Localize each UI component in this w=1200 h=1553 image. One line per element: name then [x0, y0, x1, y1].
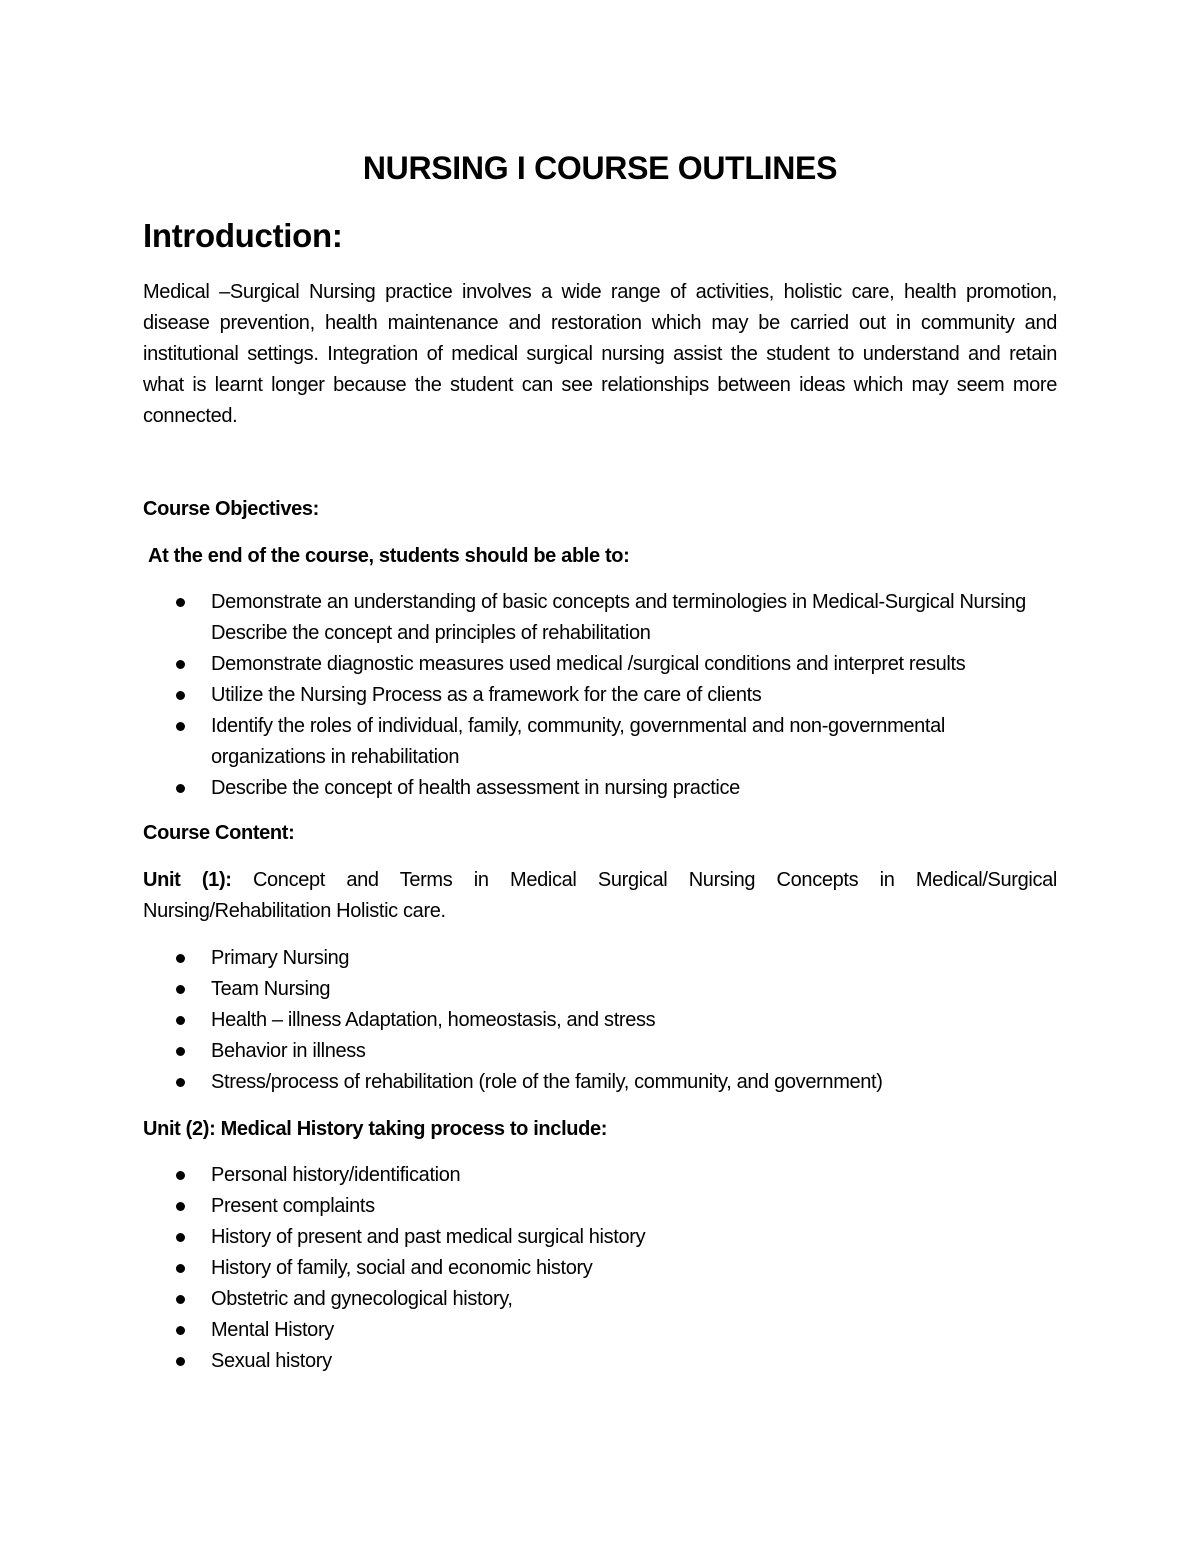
document-title: NURSING I COURSE OUTLINES	[362, 150, 838, 186]
bullet-icon	[176, 691, 185, 700]
bullet-icon	[176, 1357, 185, 1366]
objective-text: Demonstrate an understanding of basic concepts and terminologies in Medical-Surgical Nursing Describe the concept and principles of rehabilitation	[211, 591, 1026, 644]
bullet-icon	[176, 1047, 185, 1056]
bullet-icon	[176, 722, 185, 731]
list-item	[143, 1191, 1057, 1222]
unit-1-item-text: Behavior in illness	[211, 1040, 366, 1062]
list-item	[143, 1284, 1057, 1315]
list-item	[143, 711, 1057, 773]
objective-text: Identify the roles of individual, family, community, governmental and non-governmental organizations in rehabilitation	[211, 715, 945, 768]
list-item	[143, 1315, 1057, 1346]
list-item	[143, 649, 1057, 680]
course-content-heading: Course Content:	[143, 822, 295, 844]
bullet-icon	[176, 954, 185, 963]
unit-2-item-text: Obstetric and gynecological history,	[211, 1288, 513, 1310]
list-item	[143, 1067, 1057, 1098]
unit-1-item-text: Stress/process of rehabilitation (role of the family, community, and government)	[211, 1071, 883, 1093]
unit-2-item-text: History of family, social and economic history	[211, 1257, 593, 1279]
unit-1-item-text: Health – illness Adaptation, homeostasis, and stress	[211, 1009, 656, 1031]
list-item	[143, 680, 1057, 711]
course-objectives-heading: Course Objectives:	[143, 498, 319, 520]
unit-2-item-text: History of present and past medical surgical history	[211, 1226, 646, 1248]
list-item	[143, 773, 1057, 804]
bullet-icon	[176, 1233, 185, 1242]
objective-text: Utilize the Nursing Process as a framework for the care of clients	[211, 684, 762, 706]
bullet-icon	[176, 1202, 185, 1211]
bullet-icon	[176, 1016, 185, 1025]
introduction-paragraph: Medical –Surgical Nursing practice involves a wide range of activities, holistic care, health promotion, disease prevention, health maintenance and restoration which may be carried out in community and institutional settings. Integration of medical surgical nursing assist the student to understand and retain what is learnt longer because the student can see relationships between ideas which may seem more connected.	[143, 281, 1057, 427]
list-item	[143, 1346, 1057, 1377]
list-item	[143, 587, 1057, 649]
unit-2-list	[143, 1160, 1057, 1377]
unit-1-item-text: Team Nursing	[211, 978, 331, 1000]
list-item	[143, 1036, 1057, 1067]
objectives-list	[143, 587, 1057, 804]
list-item	[143, 974, 1057, 1005]
list-item	[143, 943, 1057, 974]
bullet-icon	[176, 660, 185, 669]
unit-2-item-text: Present complaints	[211, 1195, 375, 1217]
bullet-icon	[176, 985, 185, 994]
unit-1-label: Unit (1):	[143, 869, 232, 891]
introduction-heading: Introduction:	[143, 217, 343, 254]
objective-text: Demonstrate diagnostic measures used medical /surgical conditions and interpret results	[211, 653, 966, 675]
list-item	[143, 1160, 1057, 1191]
bullet-icon	[176, 1264, 185, 1273]
unit-1-description	[143, 865, 1057, 927]
bullet-icon	[176, 598, 185, 607]
bullet-icon	[176, 1171, 185, 1180]
objective-text: Describe the concept of health assessment in nursing practice	[211, 777, 740, 799]
unit-2-heading: Unit (2): Medical History taking process to include:	[143, 1118, 608, 1140]
bullet-icon	[176, 1326, 185, 1335]
bullet-icon	[176, 1295, 185, 1304]
unit-1-item-text: Primary Nursing	[211, 947, 350, 969]
unit-2-item-text: Mental History	[211, 1319, 334, 1341]
bullet-icon	[176, 784, 185, 793]
unit-1-text: Concept and Terms in Medical Surgical Nursing Concepts in Medical/Surgical Nursing/Rehabilitation Holistic care.	[143, 869, 1057, 922]
unit-2-item-text: Personal history/identification	[211, 1164, 461, 1186]
unit-1-list	[143, 943, 1057, 1098]
list-item	[143, 1253, 1057, 1284]
bullet-icon	[176, 1078, 185, 1087]
unit-2-item-text: Sexual history	[211, 1350, 332, 1372]
objectives-lead-text: At the end of the course, students should be able to:	[148, 545, 630, 567]
list-item	[143, 1222, 1057, 1253]
list-item	[143, 1005, 1057, 1036]
